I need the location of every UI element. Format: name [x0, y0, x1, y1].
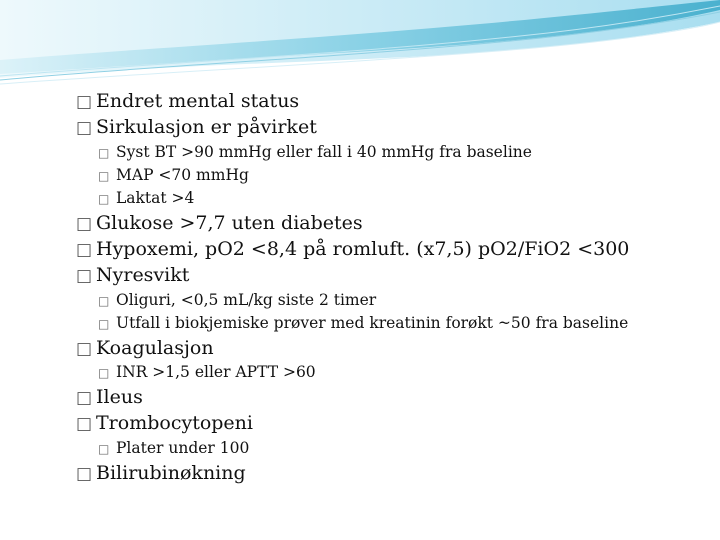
bullet-square-icon: □ — [98, 146, 110, 160]
bullet-square-icon: □ — [76, 92, 93, 112]
sub-bullet-item — [76, 437, 249, 459]
sub-bullet-text: Syst BT >90 mmHg eller fall i 40 mmHg fra baseline — [116, 143, 532, 161]
sub-bullet-item — [76, 164, 249, 186]
bullet-text: Trombocytopeni — [96, 412, 253, 434]
bullet-item — [76, 460, 246, 486]
sub-bullet-item — [76, 361, 316, 383]
bullet-item — [76, 335, 214, 361]
bullet-item — [76, 236, 629, 262]
bullet-text: Sirkulasjon er påvirket — [96, 116, 317, 138]
sub-bullet-text: Oliguri, <0,5 mL/kg siste 2 timer — [116, 291, 377, 309]
bullet-square-icon: □ — [76, 414, 93, 434]
bullet-item — [76, 210, 363, 236]
bullet-text: Koagulasjon — [96, 337, 214, 359]
sub-bullet-item — [76, 141, 532, 163]
bullet-square-icon: □ — [98, 192, 110, 206]
bullet-square-icon: □ — [76, 464, 93, 484]
sub-bullet-item — [76, 289, 376, 311]
sub-bullet-text: Plater under 100 — [116, 439, 250, 457]
bullet-text: Ileus — [96, 386, 143, 408]
bullet-square-icon: □ — [98, 169, 110, 183]
bullet-square-icon: □ — [98, 442, 110, 456]
bullet-square-icon: □ — [98, 317, 110, 331]
bullet-square-icon: □ — [76, 214, 93, 234]
bullet-square-icon: □ — [76, 266, 93, 286]
bullet-square-icon: □ — [98, 294, 110, 308]
header-wave-decoration — [0, 0, 720, 90]
bullet-square-icon: □ — [76, 118, 93, 138]
sub-bullet-text: INR >1,5 eller APTT >60 — [116, 363, 316, 381]
sub-bullet-text: MAP <70 mmHg — [116, 166, 249, 184]
sub-bullet-item — [76, 312, 628, 334]
bullet-square-icon: □ — [98, 366, 110, 380]
bullet-item — [76, 88, 299, 114]
sub-bullet-text: Utfall i biokjemiske prøver med kreatinin forøkt ~50 fra baseline — [116, 314, 629, 332]
bullet-text: Glukose >7,7 uten diabetes — [96, 212, 363, 234]
bullet-item — [76, 262, 189, 288]
bullet-square-icon: □ — [76, 339, 93, 359]
bullet-item — [76, 114, 317, 140]
sub-bullet-item — [76, 187, 194, 209]
bullet-text: Hypoxemi, pO2 <8,4 på romluft. (x7,5) pO2/FiO2 <300 — [96, 238, 630, 260]
bullet-square-icon: □ — [76, 388, 93, 408]
bullet-text: Nyresvikt — [96, 264, 190, 286]
bullet-item — [76, 410, 253, 436]
bullet-square-icon: □ — [76, 240, 93, 260]
bullet-text: Endret mental status — [96, 90, 300, 112]
bullet-item — [76, 384, 143, 410]
sub-bullet-text: Laktat >4 — [116, 189, 195, 207]
bullet-text: Bilirubinøkning — [96, 462, 246, 484]
